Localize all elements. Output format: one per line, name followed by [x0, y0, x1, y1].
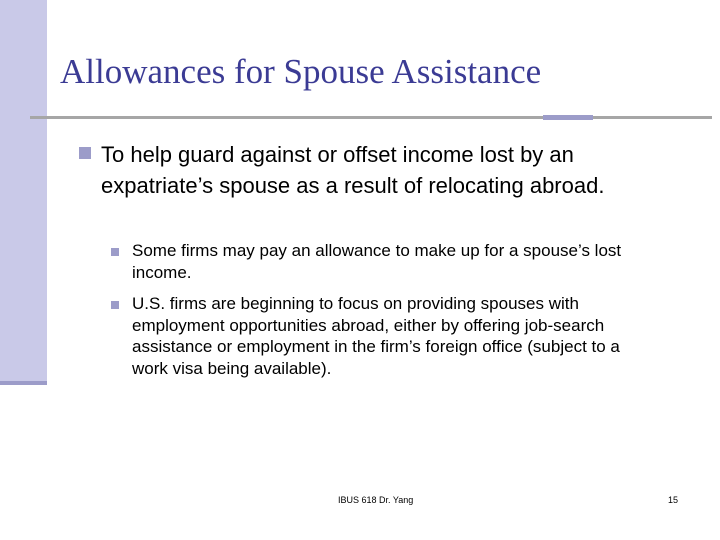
slide-title: Allowances for Spouse Assistance — [60, 52, 542, 91]
sub-bullet-square-icon — [111, 301, 119, 309]
title-divider-accent — [543, 115, 593, 120]
title-divider — [30, 116, 712, 119]
sub-bullet-text: U.S. firms are beginning to focus on providing spouses with employment opportunities abroad, either by offering job-search assistance or employment in the firm’s foreign office (subject to a work visa being available). — [132, 294, 620, 378]
footer-page-number: 15 — [667, 495, 678, 505]
main-bullet-square-icon — [79, 147, 91, 159]
sub-bullet-text: Some firms may pay an allowance to make up for a spouse’s lost income. — [132, 241, 622, 282]
main-bullet-text: To help guard against or offset income lost by an expatriate’s spouse as a result of relocating abroad. — [101, 142, 605, 198]
left-accent-bar-edge — [0, 381, 47, 385]
left-accent-bar — [0, 0, 47, 385]
sub-bullet-square-icon — [111, 248, 119, 256]
footer-course-label: IBUS 618 Dr. Yang — [338, 495, 414, 505]
